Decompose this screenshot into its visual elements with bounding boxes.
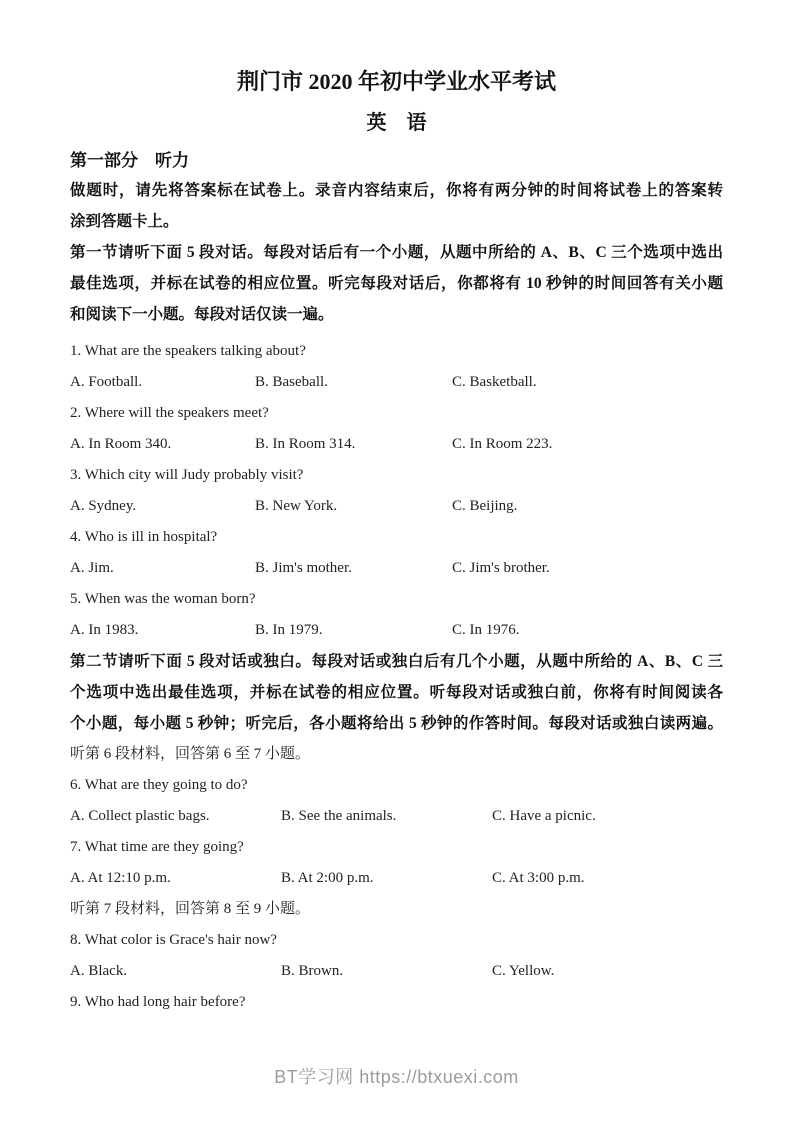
exam-title: 荆门市 2020 年初中学业水平考试 bbox=[236, 69, 556, 94]
question-1-option-b: B. Baseball. bbox=[255, 374, 328, 390]
question-7-option-a: A. At 12:10 p.m. bbox=[70, 870, 171, 886]
body-lines bbox=[70, 175, 723, 1018]
section2-instruction-line-2: 个选项中选出最佳选项，并标在试卷的相应位置。听每段对话或独白前，你将有时间阅读各 bbox=[70, 684, 723, 701]
question-1-option-a: A. Football. bbox=[70, 374, 143, 390]
question-2: 2. Where will the speakers meet? bbox=[70, 405, 269, 421]
watermark bbox=[0, 1064, 793, 1090]
question-4: 4. Who is ill in hospital? bbox=[70, 529, 218, 545]
section1-instruction-line-1: 第一节请听下面 5 段对话。每段对话后有一个小题，从题中所给的 A、B、C 三个选项中选出 bbox=[70, 244, 723, 261]
question-9: 9. Who had long hair before? bbox=[70, 994, 246, 1010]
question-1-options bbox=[70, 367, 723, 398]
question-7: 7. What time are they going? bbox=[70, 839, 244, 855]
question-2-option-b: B. In Room 314. bbox=[255, 436, 356, 452]
question-7-options bbox=[70, 863, 723, 894]
question-4-option-c: C. Jim's brother. bbox=[452, 560, 550, 576]
question-5-option-a: A. In 1983. bbox=[70, 622, 139, 638]
part1-heading: 第一部分 听力 bbox=[70, 151, 189, 170]
material-6-note: 听第 6 段材料，回答第 6 至 7 小题。 bbox=[70, 746, 311, 762]
question-8-option-c: C. Yellow. bbox=[492, 963, 555, 979]
intro-line-1: 做题时，请先将答案标在试卷上。录音内容结束后，你将有两分钟的时间将试卷上的答案转 bbox=[70, 182, 723, 199]
question-2-option-a: A. In Room 340. bbox=[70, 436, 172, 452]
question-5-options bbox=[70, 615, 723, 646]
section1-instruction-line-2: 最佳选项，并标在试卷的相应位置。听完每段对话后，你都将有 10 秒钟的时间回答有关小题 bbox=[70, 275, 723, 292]
question-4-option-a: A. Jim. bbox=[70, 560, 114, 576]
question-3-options bbox=[70, 491, 723, 522]
question-4-options bbox=[70, 553, 723, 584]
question-1: 1. What are the speakers talking about? bbox=[70, 343, 306, 359]
question-6-option-c: C. Have a picnic. bbox=[492, 808, 596, 824]
question-6: 6. What are they going to do? bbox=[70, 777, 248, 793]
question-2-option-c: C. In Room 223. bbox=[452, 436, 553, 452]
section2-instruction-line-1: 第二节请听下面 5 段对话或独白。每段对话或独白后有几个小题，从题中所给的 A、B、C 三 bbox=[70, 653, 723, 670]
question-3-option-a: A. Sydney. bbox=[70, 498, 137, 514]
exam-subject: 英 语 bbox=[366, 112, 427, 134]
question-6-options bbox=[70, 801, 723, 832]
question-3-option-b: B. New York. bbox=[255, 498, 338, 514]
question-6-option-a: A. Collect plastic bags. bbox=[70, 808, 210, 824]
question-5: 5. When was the woman born? bbox=[70, 591, 256, 607]
question-8-option-a: A. Black. bbox=[70, 963, 128, 979]
question-2-options bbox=[70, 429, 723, 460]
question-8-option-b: B. Brown. bbox=[281, 963, 344, 979]
question-7-option-c: C. At 3:00 p.m. bbox=[492, 870, 585, 886]
question-4-option-b: B. Jim's mother. bbox=[255, 560, 352, 576]
question-1-option-c: C. Basketball. bbox=[452, 374, 537, 390]
question-8-options bbox=[70, 956, 723, 987]
section1-instruction-line-3: 和阅读下一小题。每段对话仅读一遍。 bbox=[70, 306, 334, 323]
question-8: 8. What color is Grace's hair now? bbox=[70, 932, 277, 948]
question-5-option-b: B. In 1979. bbox=[255, 622, 323, 638]
question-5-option-c: C. In 1976. bbox=[452, 622, 520, 638]
question-6-option-b: B. See the animals. bbox=[281, 808, 397, 824]
question-3: 3. Which city will Judy probably visit? bbox=[70, 467, 304, 483]
question-3-option-c: C. Beijing. bbox=[452, 498, 518, 514]
material-7-note: 听第 7 段材料，回答第 8 至 9 小题。 bbox=[70, 901, 311, 917]
question-7-option-b: B. At 2:00 p.m. bbox=[281, 870, 374, 886]
section2-instruction-line-3: 个小题，每小题 5 秒钟；听完后，各小题将给出 5 秒钟的作答时间。每段对话或独白读两遍。 bbox=[70, 715, 723, 732]
intro-line-2: 涂到答题卡上。 bbox=[70, 213, 179, 230]
watermark-text: BT学习网 https://btxuexi.com bbox=[274, 1067, 519, 1087]
